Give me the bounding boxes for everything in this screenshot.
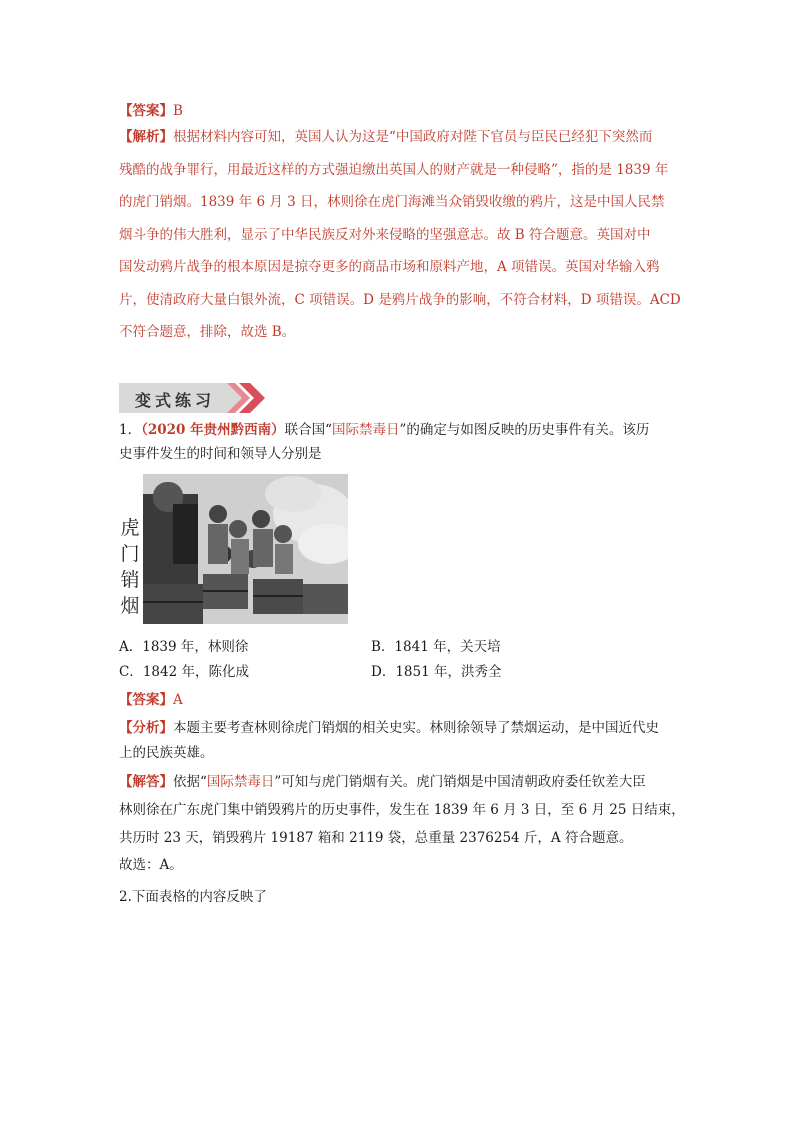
question-1-quote: 国际禁毒日: [332, 422, 400, 438]
option-c[interactable]: C．1842 年，陈化成: [119, 664, 249, 680]
fenxi-label: 【分析】: [119, 720, 173, 736]
answer-2-line: [119, 690, 183, 710]
jieda-line-4: 故选：A。: [119, 857, 183, 873]
analysis-line-3: 的虎门销烟。1839 年 6 月 3 日，林则徐在虎门海滩当众销毁收缴的鸦片，这是中国人民禁: [119, 194, 665, 210]
section-banner-title: 变式练习: [135, 391, 216, 410]
jieda-quote: 国际禁毒日: [206, 774, 275, 790]
analysis-line-7: 不符合题意，排除，故选 B。: [119, 324, 296, 340]
analysis-line-2: 残酷的战争罪行，用最近这样的方式强迫缴出英国人的财产就是一种侵略”，指的是 1839 年: [119, 162, 669, 178]
answer-label: 【答案】: [119, 103, 173, 119]
question-1-number: 1．: [119, 422, 142, 438]
question-2-text: 2.下面表格的内容反映了: [119, 889, 267, 905]
jieda-line-2: 林则徐在广东虎门集中销毁鸦片的历史事件，发生在 1839 年 6 月 3 日，至 6 月 25 日结束，: [119, 802, 685, 818]
fenxi-line-2: 上的民族英雄。: [119, 745, 214, 761]
question-1-line-2: 史事件发生的时间和领导人分别是: [119, 446, 322, 462]
jieda-label: 【解答】: [119, 774, 173, 790]
answer-2-label: 【答案】: [119, 692, 173, 708]
answer-value: B: [173, 103, 183, 119]
question-1-line-1: 1．（2020 年贵州黔西南）联合国“国际禁毒日”的确定与如图反映的历史事件有关。该历: [119, 422, 650, 438]
analysis-line-1: 【解析】根据材料内容可知，英国人认为这是“中国政府对陛下官员与臣民已经犯下突然而: [119, 129, 653, 145]
analysis-line-5: 国发动鸦片战争的根本原因是掠夺更多的商品市场和原料产地，A 项错误。英国对华输入鸦: [119, 259, 660, 275]
question-1-source: （2020 年贵州黔西南）: [141, 422, 285, 438]
illustration-drawing: [143, 474, 348, 624]
option-a[interactable]: A．1839 年，林则徐: [119, 639, 249, 655]
option-d[interactable]: D．1851 年，洪秀全: [371, 664, 502, 680]
answer-2-value: A: [173, 692, 183, 708]
opium-destruction-illustration: [143, 474, 348, 624]
fenxi-line-1: 【分析】本题主要考查林则徐虎门销烟的相关史实。林则徐领导了禁烟运动，是中国近代史: [119, 720, 659, 736]
analysis-line-4: 烟斗争的伟大胜利，显示了中华民族反对外来侵略的坚强意志。故 B 符合题意。英国对中: [119, 227, 651, 243]
analysis-label: 【解析】: [119, 129, 173, 145]
jieda-line-3: 共历时 23 天，销毁鸦片 19187 箱和 2119 袋，总重量 2376254 斤，A 符合题意。: [119, 830, 633, 846]
section-banner: [119, 383, 269, 413]
option-b[interactable]: B．1841 年，关天培: [371, 639, 501, 655]
image-caption: 虎 门 销 烟: [120, 517, 140, 617]
analysis-line-6: 片，使清政府大量白银外流，C 项错误。D 是鸦片战争的影响，不符合材料，D 项错误。ACD: [119, 292, 681, 308]
jieda-line-1: 【解答】依据“国际禁毒日”可知与虎门销烟有关。虎门销烟是中国清朝政府委任钦差大臣: [119, 774, 646, 790]
answer-line: [119, 101, 183, 121]
